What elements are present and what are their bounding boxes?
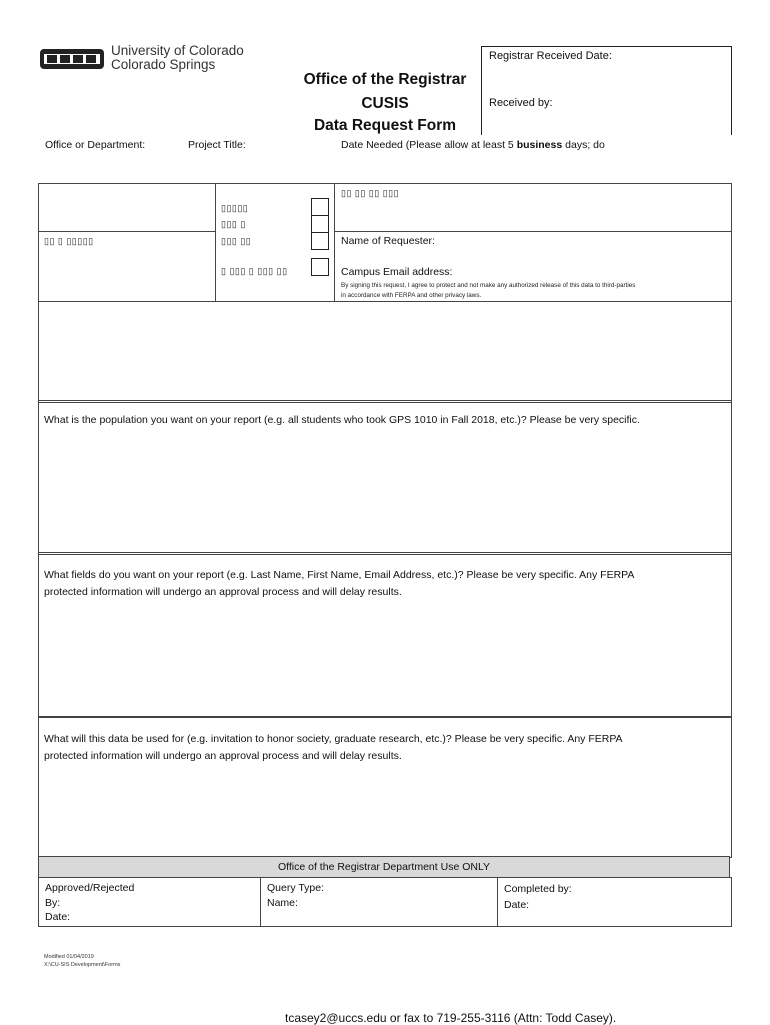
query-cell: Query Type: Name: bbox=[267, 882, 325, 909]
divider bbox=[38, 231, 216, 232]
form-title-data-request: Data Request Form bbox=[313, 117, 457, 134]
completed-cell: Completed by: Date: bbox=[504, 883, 572, 911]
divider bbox=[38, 301, 731, 302]
right-cell-text: ▯▯ ▯▯ ▯▯ ▯▯▯ bbox=[341, 188, 400, 198]
registrar-received-date-label: Registrar Received Date: bbox=[489, 50, 612, 62]
project-title-label: Project Title: bbox=[188, 139, 246, 151]
option-2-label: ▯▯▯ ▯ bbox=[221, 219, 246, 229]
divider bbox=[215, 183, 216, 301]
divider bbox=[260, 877, 261, 926]
fields-question: What fields do you want on your report (e.g. Last Name, First Name, Email Address, etc.)? Please be very specific. Any FERPA protected information will undergo an approval process and will delay results. bbox=[44, 569, 635, 598]
divider bbox=[497, 877, 498, 926]
consent-statement: By signing this request, I agree to protect and not make any authorized release of this data to third-parties in accordance with FERPA and other privacy laws. bbox=[341, 282, 636, 299]
option-4-label: ▯ ▯▯▯ ▯ ▯▯▯ ▯▯ bbox=[221, 266, 288, 276]
option-3-checkbox[interactable] bbox=[311, 232, 329, 250]
option-2-checkbox[interactable] bbox=[311, 215, 329, 233]
campus-email-label: Campus Email address: bbox=[341, 266, 453, 278]
office-use-heading: Office of the Registrar Department Use ONLY bbox=[38, 856, 730, 878]
option-4-checkbox[interactable] bbox=[311, 258, 329, 276]
divider bbox=[334, 231, 731, 232]
name-of-requester-label: Name of Requester: bbox=[341, 235, 435, 247]
option-1-label: ▯▯▯▯▯ bbox=[221, 203, 249, 213]
office-use-section bbox=[38, 877, 732, 927]
approval-cell: Approved/Rejected By: Date: bbox=[45, 882, 135, 923]
registrar-received-box bbox=[481, 46, 732, 135]
university-name: University of Colorado Colorado Springs bbox=[111, 43, 244, 72]
date-needed-label: Date Needed (Please allow at least 5 business days; do bbox=[341, 139, 605, 151]
modified-note: Modified 01/04/2019 X:\CU-SIS Development\Forms bbox=[44, 954, 121, 968]
divider bbox=[334, 183, 335, 301]
form-title-office: Office of the Registrar bbox=[303, 71, 467, 88]
usage-question: What will this data be used for (e.g. invitation to honor society, graduate research, etc.)? Please be very specific. Any FERPA protected information will undergo an approval process and will delay results. bbox=[44, 733, 623, 762]
contact-line: tcasey2@uccs.edu or fax to 719-255-3116 (Attn: Todd Casey). bbox=[285, 1011, 617, 1025]
option-1-checkbox[interactable] bbox=[311, 198, 329, 216]
left-cell-text: ▯▯ ▯ ▯▯▯▯▯ bbox=[44, 236, 94, 246]
office-department-label: Office or Department: bbox=[45, 139, 146, 151]
uccs-logo bbox=[40, 47, 104, 71]
form-title-cusis: CUSIS bbox=[361, 95, 409, 112]
option-3-label: ▯▯▯ ▯▯ bbox=[221, 236, 252, 246]
population-question: What is the population you want on your report (e.g. all students who took GPS 1010 in Fall 2018, etc.)? Please be very specific. bbox=[44, 414, 640, 426]
received-by-label: Received by: bbox=[489, 97, 553, 109]
